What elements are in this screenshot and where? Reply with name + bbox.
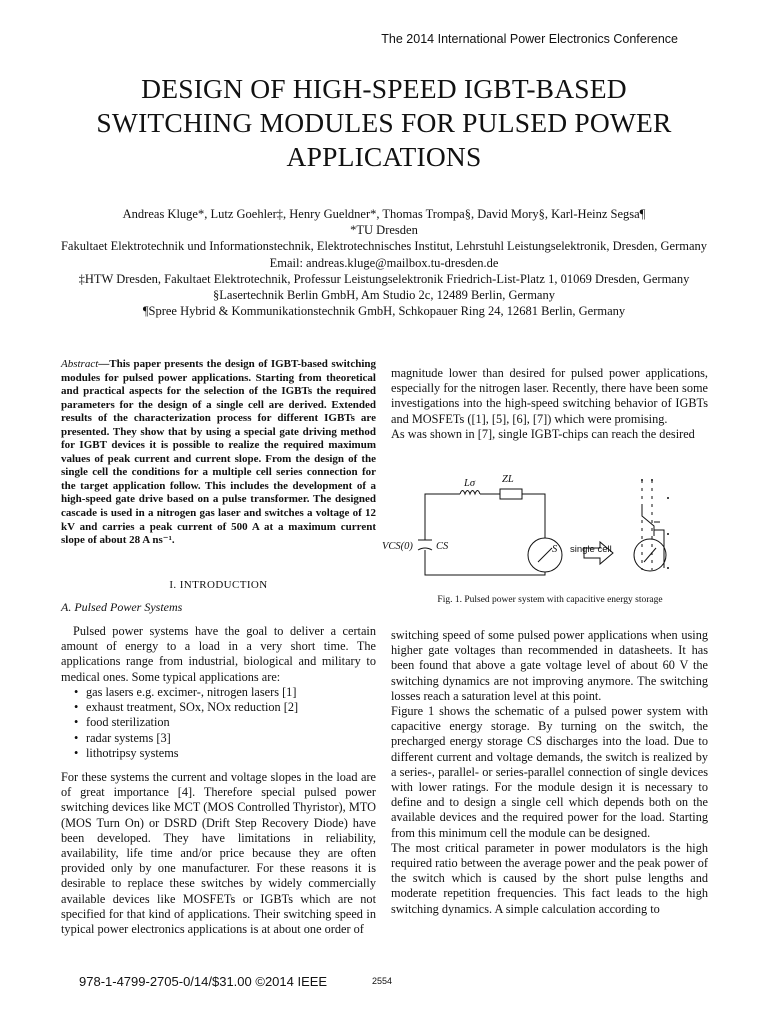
single-cell-label: single cell [570,544,612,555]
conference-header: The 2014 International Power Electronics Conference [381,32,678,46]
capacitor-voltage-label: VCS(0) [382,541,413,552]
right-column-bottom [391,628,708,917]
page-number: 2554 [372,976,393,986]
list-item: • food sterilization [74,715,374,730]
list-item: • lithotripsy systems [74,746,374,761]
list-item: • exhaust treatment, SOx, NOx reduction [2] [74,700,374,715]
list-item: • radar systems [3] [74,731,374,746]
affiliation-1-dept: Fakultaet Elektrotechnik und Informationstechnik, Elektrotechnisches Institut, Lehrstuhl Leistungselektronik, Dresden, Germany [60,239,707,254]
capacitor-label: CS [436,541,449,552]
paper-title [40,72,728,174]
right-paragraph-4: Figure 1 shows the schematic of a pulsed power system with capacitive energy storage. By turning on the switch, the precharged energy storage CS discharges into the load. Due to different current and voltage demands, the switch is realized by a series-, parallel- or series-parallel connection of single devices with lower ratings. For the module design it is necessary to define and to design a single cell which depends both on the available devices and the required power for the load. Starting from this minimum cell the module can be designed. [391,704,708,840]
right-column-top [391,366,708,442]
subsection-heading-pulsed-power: A. Pulsed Power Systems [61,600,183,614]
section-heading-introduction: I. INTRODUCTION [169,579,268,591]
right-paragraph-5: The most critical parameter in power modulators is the high required ratio between the average power and the peak power of the switch which is caused by the short pulse lengths and moderate repetition frequencies. This fact leads to the high switching dynamics. A simple calculation according to [391,840,708,916]
inductor-label: Lσ [464,478,476,489]
switch-label: S [552,544,558,555]
applications-list [74,685,374,761]
author-block [40,206,728,319]
figure-1-caption: Fig. 1. Pulsed power system with capacitive energy storage [437,595,663,605]
abstract-label: Abstract [61,358,99,370]
title-line-1: DESIGN OF HIGH-SPEED IGBT-BASED [141,73,627,104]
author-names: Andreas Kluge*, Lutz Goehler‡, Henry Gueldner*, Thomas Trompa§, David Mory§, Karl-Heinz Segsa¶ [122,207,646,221]
affiliation-4: ¶Spree Hybrid & Kommunikationstechnik GmbH, Schkopauer Ring 24, 12681 Berlin, Germany [142,304,626,319]
load-impedance-label: ZL [502,474,514,485]
abstract [61,358,376,548]
right-paragraph-1: magnitude lower than desired for pulsed power applications, especially for the nitrogen laser. Recently, there have been some investigations into the high-speed switching behavior of IGBTs and MOSFETs ([1], [5], [6], [7]) which were promising. [391,366,708,426]
list-item: • gas lasers e.g. excimer-, nitrogen lasers [1] [74,685,374,700]
affiliation-2: ‡HTW Dresden, Fakultaet Elektrotechnik, Professur Leistungselektronik Friedrich-List-Platz 1, 01069 Dresden, Germany [78,271,690,286]
author-email: Email: andreas.kluge@mailbox.tu-dresden.de [269,255,499,270]
right-paragraph-3: switching speed of some pulsed power applications when using higher gate voltages than recommended in datasheets. It has been found that above a gate voltage level of about 60 V the switching dynamics are not improving anymore. The switching losses reach a saturation level at this point. [391,628,708,703]
intro-paragraph-1: Pulsed power systems have the goal to deliver a certain amount of energy to a load in a very short time. The applications range from industrial, biological and military to medical ones. Some typical applications are: [61,624,376,684]
figure-1-schematic [380,470,710,590]
copyright-footer: 978-1-4799-2705-0/14/$31.00 ©2014 IEEE [79,974,328,989]
intro-paragraph-2: For these systems the current and voltage slopes in the load are of great importance [4]. Therefore special pulsed power switching devices like MCT (MOS Controlled Thyristor), MTO (MOS Turn On) or DSRD (Drift Step Recovery Diode) have been developed. They have limitations in reliability, availability, life time and/or price because they are often provided only by one manufacturer. For these reasons it is desirable to replace these switches by widely commercially available devices like MOSFETs or IGBTs which are not specified for that kind of applications. Their switching speed in typical power electronics applications is at about one order of [61,770,376,937]
affiliation-1-title: *TU Dresden [350,223,418,238]
right-paragraph-2: As was shown in [7], single IGBT-chips can reach the desired [391,426,695,441]
abstract-text: —This paper presents the design of IGBT-based switching modules for pulsed power applications. Starting from theoretical and practical aspects for the selection of the IGBTs the required parameters for the design of a single cell are derived. Extended results of the characterization process for different IGBTs are presented. They show that by using a special gate driving method for IGBT devices it is possible to realize the required maximum values of peak current and current slope. From the design of the single cell the conditions for a multiple cell series connection for the target application follow. This includes the development of a high-speed gate drive based on a pulse transformer. The designed cascade is used in a nitrogen gas laser and switches a voltage of 12 kV and carries a peak current of 500 A at a maximum current slope of about 28 A ns⁻¹. [61,358,376,547]
affiliation-3: §Lasertechnik Berlin GmbH, Am Studio 2c, 12489 Berlin, Germany [213,288,555,303]
title-line-2: SWITCHING MODULES FOR PULSED POWER [96,107,672,138]
title-line-3: APPLICATIONS [286,141,482,172]
